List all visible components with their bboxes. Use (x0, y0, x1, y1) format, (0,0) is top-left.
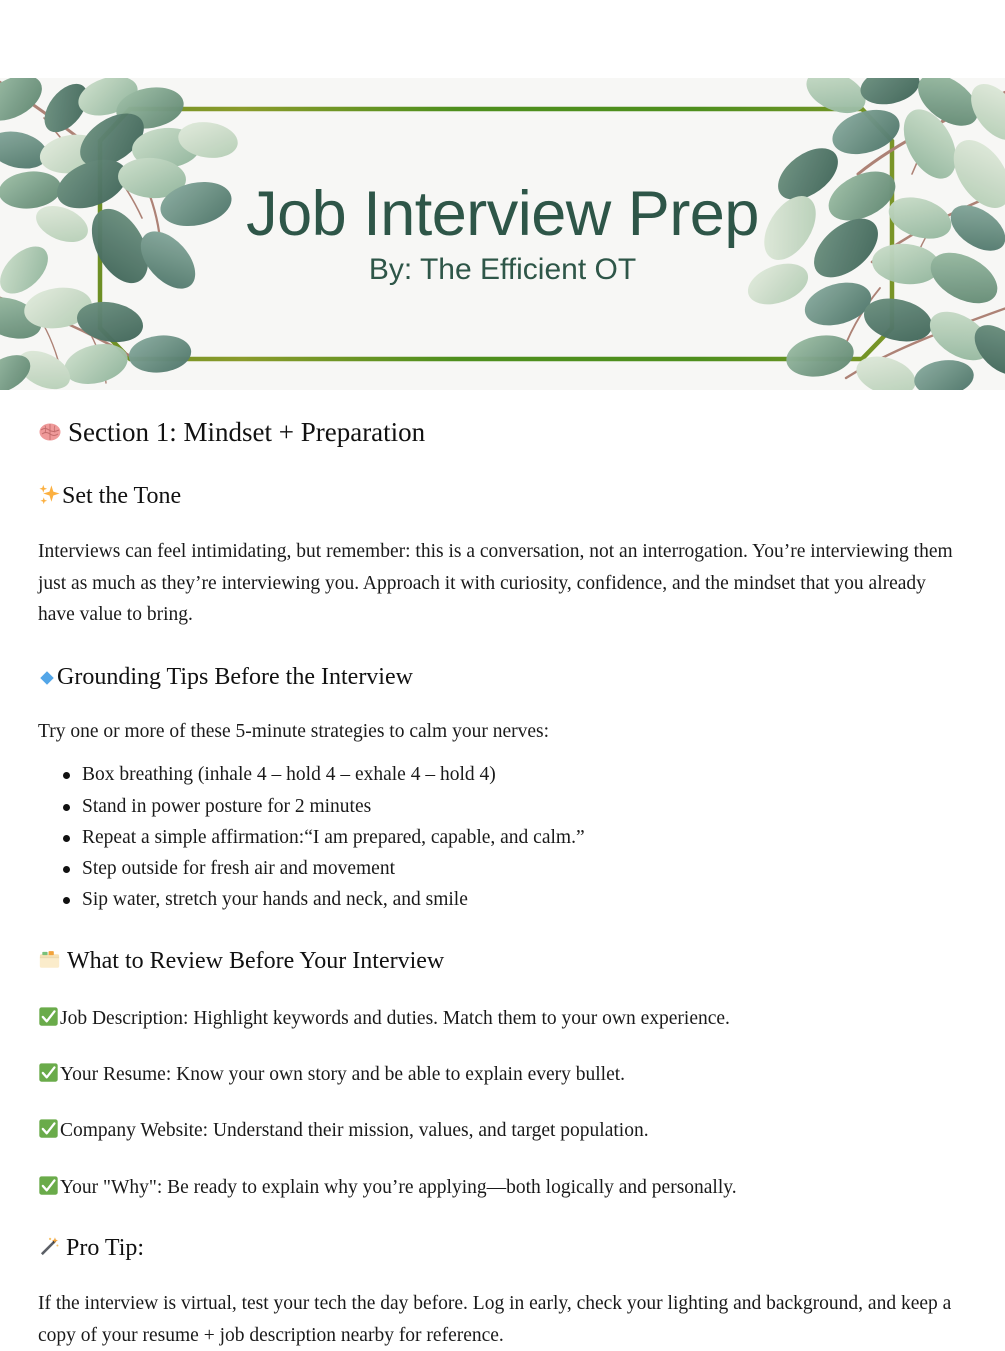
review-item-text: Your "Why": Be ready to explain why you’re applying—both logically and personally. (60, 1176, 737, 1198)
pro-tip-paragraph: If the interview is virtual, test your tech the day before. Log in early, check your lighting and background, and keep a copy of your resume + job description nearby for reference. (38, 1293, 952, 1346)
section-1-heading-text: Section 1: Mindset + Preparation (68, 417, 426, 447)
sparkles-icon (38, 483, 61, 506)
grounding-tips-list (38, 760, 967, 914)
review-item (38, 1116, 967, 1145)
set-the-tone-heading (38, 481, 967, 512)
what-to-review-heading-text: What to Review Before Your Interview (67, 947, 445, 974)
magic-wand-icon (38, 1236, 60, 1258)
list-item: Sip water, stretch your hands and neck, and smile (38, 885, 967, 914)
pro-tip-heading (38, 1233, 967, 1264)
set-the-tone-paragraph: Interviews can feel intimidating, but remember: this is a conversation, not an interrogation. You’re interviewing them just as much as they’re interviewing you. Approach it with curiosity, confidence, and the mindset that you already have value to bring. (38, 541, 953, 626)
review-item-text: Your Resume: Know your own story and be able to explain every bullet. (60, 1064, 626, 1086)
list-item: Stand in power posture for 2 minutes (38, 792, 967, 821)
review-item-text: Job Description: Highlight keywords and duties. Match them to your own experience. (60, 1007, 730, 1029)
set-the-tone-heading-text: Set the Tone (62, 483, 182, 510)
check-mark-button-icon (38, 1062, 59, 1083)
check-mark-button-icon (38, 1006, 59, 1027)
banner-artwork (0, 78, 1005, 390)
list-item: Step outside for fresh air and movement (38, 854, 967, 883)
brain-icon (38, 420, 62, 444)
grounding-tips-heading-text: Grounding Tips Before the Interview (57, 664, 413, 691)
review-item (38, 1060, 967, 1089)
check-mark-button-icon (38, 1118, 59, 1139)
title-banner (0, 78, 1005, 390)
document-body (0, 390, 1005, 1351)
grounding-tips-lead-in: Try one or more of these 5-minute strategies to calm your nerves: (38, 721, 550, 743)
blue-diamond-icon (38, 669, 56, 687)
pro-tip-heading-text: Pro Tip: (66, 1234, 145, 1261)
banner-title: Job Interview Prep (246, 178, 759, 249)
what-to-review-heading (38, 946, 967, 977)
banner-subtitle: By: The Efficient OT (368, 253, 637, 287)
section-1-heading (38, 415, 967, 450)
list-item: Repeat a simple affirmation:“I am prepared, capable, and calm.” (38, 823, 967, 852)
list-item: Box breathing (inhale 4 – hold 4 – exhale 4 – hold 4) (38, 760, 967, 789)
review-item (38, 1004, 967, 1033)
card-index-dividers-icon (38, 948, 61, 971)
review-item (38, 1173, 967, 1202)
check-mark-button-icon (38, 1175, 59, 1196)
grounding-tips-heading (38, 662, 967, 693)
review-item-text: Company Website: Understand their mission, values, and target population. (60, 1120, 649, 1142)
